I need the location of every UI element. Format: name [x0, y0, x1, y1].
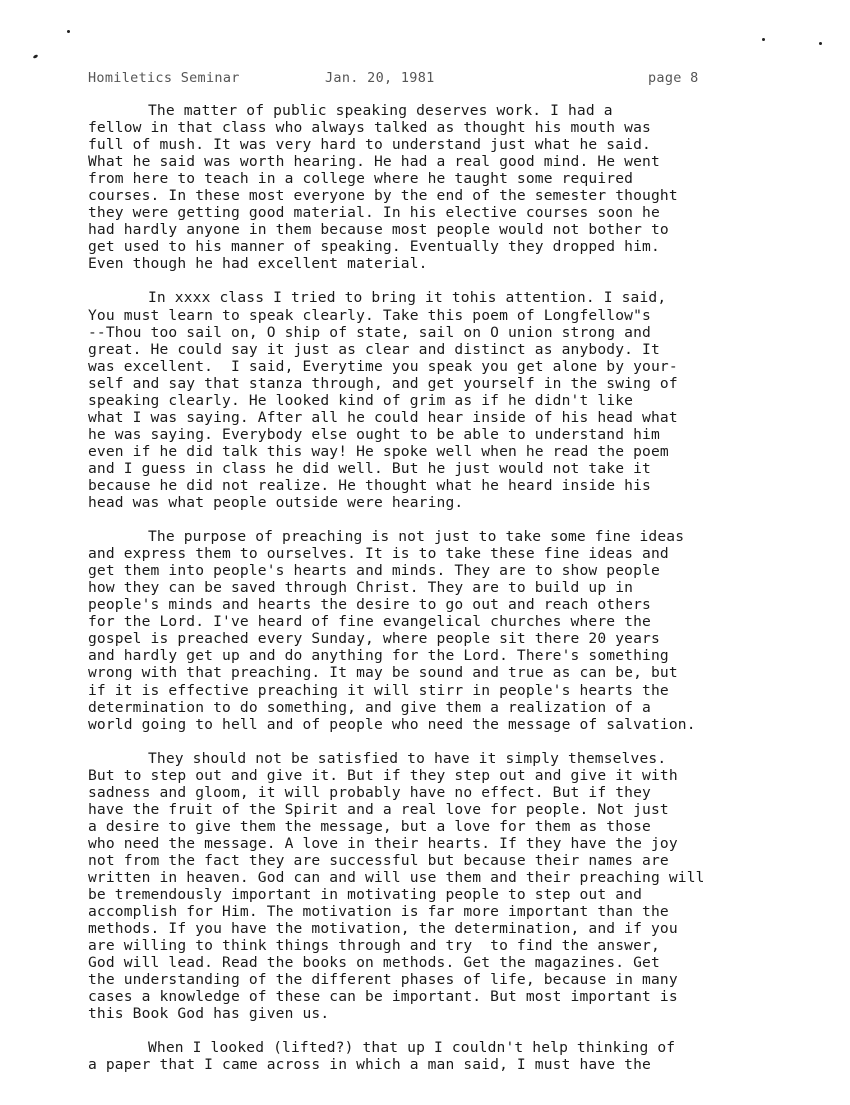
paragraph-line: You must learn to speak clearly. Take this poem of Longfellow"s — [88, 306, 651, 324]
paragraph-line: how they can be saved through Christ. They are to build up in — [88, 579, 634, 597]
paragraph-line: God will lead. Read the books on methods. Get the magazines. Get — [88, 954, 660, 972]
paragraph-line: have the fruit of the Spirit and a real love for people. Not just — [88, 800, 669, 818]
paragraph — [88, 750, 808, 1023]
ink-speck — [819, 42, 822, 45]
paragraph-line: a paper that I came across in which a man said, I must have the — [88, 1056, 651, 1074]
ink-speck — [762, 38, 765, 41]
paragraph-line: written in heaven. God can and will use them and their preaching will — [88, 868, 705, 886]
paragraph-line: What he said was worth hearing. He had a real good mind. He went — [88, 153, 660, 171]
paragraph-line: great. He could say it just as clear and distinct as anybody. It — [88, 340, 660, 358]
paragraph-line: what I was saying. After all he could hear inside of his head what — [88, 408, 678, 426]
paragraph-line: world going to hell and of people who need the message of salvation. — [88, 715, 696, 733]
paragraph-first-line: They should not be satisfied to have it simply themselves. — [148, 749, 667, 767]
paragraph — [88, 528, 808, 733]
paragraph-line: get used to his manner of speaking. Eventually they dropped him. — [88, 238, 660, 256]
paragraph-line: he was saying. Everybody else ought to be able to understand him — [88, 425, 660, 443]
paragraph-line: if it is effective preaching it will stirr in people's hearts the — [88, 681, 669, 699]
paragraph-line: be tremendously important in motivating people to step out and — [88, 886, 643, 904]
ink-speck — [67, 30, 70, 33]
paragraph-line: courses. In these most everyone by the end of the semester thought — [88, 187, 678, 205]
paragraph — [88, 289, 808, 511]
paragraph-line: head was what people outside were hearing. — [88, 494, 464, 512]
paragraph-first-line: In xxxx class I tried to bring it tohis attention. I said, — [148, 289, 667, 307]
paragraph-line: wrong with that preaching. It may be sound and true as can be, but — [88, 664, 678, 682]
paragraph-line: determination to do something, and give them a realization of a — [88, 698, 651, 716]
paragraph-first-line: The purpose of preaching is not just to take some fine ideas — [148, 528, 685, 546]
header-page-number: page 8 — [648, 70, 699, 86]
paragraph-line: are willing to think things through and try to find the answer, — [88, 937, 660, 955]
paragraph-line: people's minds and hearts the desire to go out and reach others — [88, 596, 651, 614]
paragraph-line: --Thou too sail on, O ship of state, sail on O union strong and — [88, 323, 651, 341]
paragraph-line: methods. If you have the motivation, the determination, and if you — [88, 920, 678, 938]
paragraph-line: cases a knowledge of these can be important. But most important is — [88, 988, 678, 1006]
paragraph-line: for the Lord. I've heard of fine evangelical churches where the — [88, 613, 651, 631]
paragraph-line: and I guess in class he did well. But he just would not take it — [88, 459, 651, 477]
paragraph-line: speaking clearly. He looked kind of grim as if he didn't like — [88, 391, 634, 409]
paragraph-line: a desire to give them the message, but a love for them as those — [88, 817, 651, 835]
paragraph-line: had hardly anyone in them because most people would not bother to — [88, 221, 669, 239]
paragraph-line: and hardly get up and do anything for the Lord. There's something — [88, 647, 669, 665]
paragraph-line: fellow in that class who always talked as thought his mouth was — [88, 119, 651, 137]
paragraph-line: they were getting good material. In his elective courses soon he — [88, 204, 660, 222]
paragraph-line: was excellent. I said, Everytime you speak you get alone by your- — [88, 357, 678, 375]
document-body — [88, 102, 808, 1090]
page-header — [88, 70, 728, 90]
paragraph-line: the understanding of the different phases of life, because in many — [88, 971, 678, 989]
paragraph-line: gospel is preached every Sunday, where people sit there 20 years — [88, 630, 660, 648]
paragraph-first-line: The matter of public speaking deserves work. I had a — [148, 102, 613, 119]
ink-speck — [33, 54, 39, 59]
paragraph-line: get them into people's hearts and minds. They are to show people — [88, 562, 660, 580]
paragraph-line: full of mush. It was very hard to understand just what he said. — [88, 136, 651, 154]
header-date: Jan. 20, 1981 — [325, 70, 435, 86]
paragraph-first-line: When I looked (lifted?) that up I couldn't help thinking of — [148, 1039, 676, 1057]
paragraph-line: because he did not realize. He thought what he heard inside his — [88, 476, 651, 494]
paragraph — [88, 102, 808, 272]
paragraph-line: sadness and gloom, it will probably have no effect. But if they — [88, 783, 651, 801]
paragraph-line: But to step out and give it. But if they step out and give it with — [88, 766, 678, 784]
paragraph-line: and express them to ourselves. It is to take these fine ideas and — [88, 545, 669, 563]
paragraph — [88, 1039, 808, 1073]
header-title: Homiletics Seminar — [88, 70, 240, 86]
paragraph-line: who need the message. A love in their hearts. If they have the joy — [88, 834, 678, 852]
paragraph-line: self and say that stanza through, and get yourself in the swing of — [88, 374, 678, 392]
paragraph-line: from here to teach in a college where he taught some required — [88, 170, 634, 188]
paragraph-line: accomplish for Him. The motivation is far more important than the — [88, 903, 669, 921]
paragraph-line: not from the fact they are successful but because their names are — [88, 851, 669, 869]
paragraph-line: this Book God has given us. — [88, 1005, 330, 1023]
paragraph-line: Even though he had excellent material. — [88, 255, 428, 273]
paragraph-line: even if he did talk this way! He spoke well when he read the poem — [88, 442, 669, 460]
